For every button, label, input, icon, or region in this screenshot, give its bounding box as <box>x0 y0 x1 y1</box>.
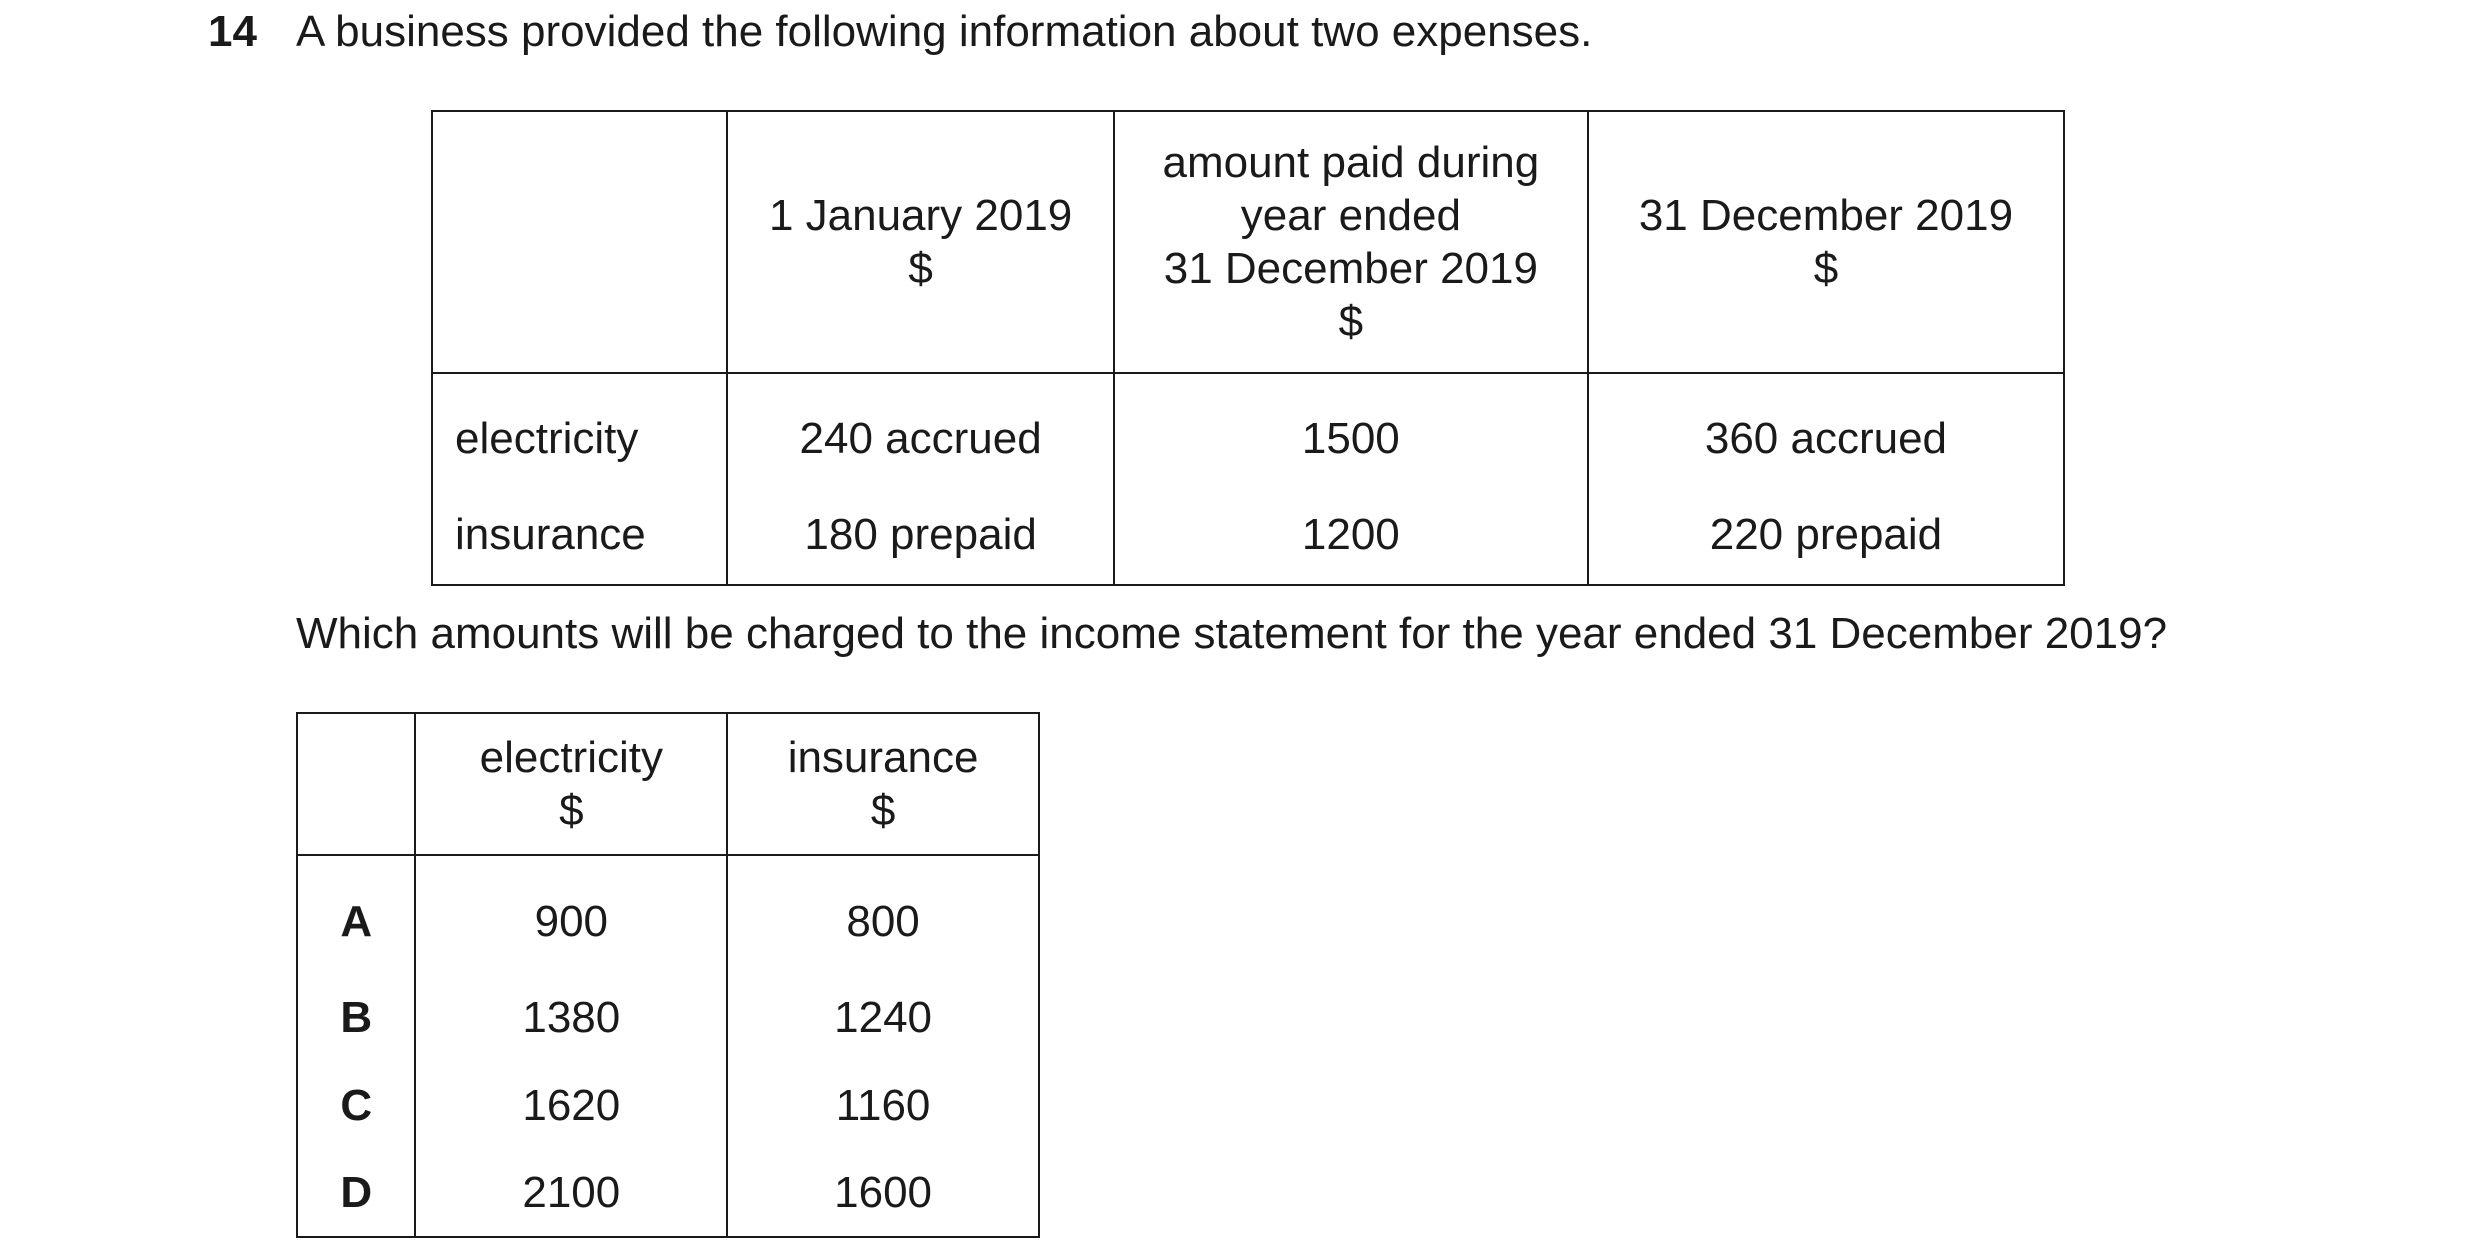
question-prompt: Which amounts will be charged to the income statement for the year ended 31 December 2019? <box>296 609 2168 658</box>
row-label: insurance <box>432 496 727 585</box>
info-row-insurance <box>432 496 2064 585</box>
header-line: $ <box>870 786 896 835</box>
table-cell: 1620 <box>415 1062 727 1150</box>
table-cell: 240 accrued <box>727 373 1113 496</box>
answer-header-insurance <box>727 713 1039 855</box>
info-header-1-january-2019 <box>727 111 1113 373</box>
header-line: $ <box>1338 297 1364 346</box>
table-cell: 1160 <box>727 1062 1039 1150</box>
header-line: insurance <box>787 733 979 782</box>
expense-info-table <box>431 110 2065 586</box>
table-cell: 2100 <box>415 1150 727 1237</box>
answer-option-row-d[interactable] <box>297 1150 1039 1237</box>
table-cell: 1200 <box>1114 496 1588 585</box>
table-cell: 220 prepaid <box>1588 496 2064 585</box>
option-letter: C <box>297 1062 415 1150</box>
header-line: 31 December 2019 <box>1638 191 2014 240</box>
table-cell: 1240 <box>727 974 1039 1062</box>
info-header-blank <box>432 111 727 373</box>
header-line: amount paid during <box>1162 138 1540 187</box>
header-line: $ <box>908 244 933 293</box>
answer-table-header-row <box>297 713 1039 855</box>
header-line: $ <box>1813 244 1839 293</box>
option-letter: B <box>297 974 415 1062</box>
answer-options-table <box>296 712 1040 1238</box>
answer-option-row-c[interactable] <box>297 1062 1039 1150</box>
info-row-electricity <box>432 373 2064 496</box>
answer-header-electricity <box>415 713 727 855</box>
header-line: 1 January 2019 <box>768 191 1073 240</box>
question-stem: A business provided the following information about two expenses. <box>296 7 1593 56</box>
header-line: electricity <box>479 733 663 782</box>
table-cell: 1500 <box>1114 373 1588 496</box>
header-line: 31 December 2019 <box>1163 244 1538 293</box>
answer-option-row-a[interactable] <box>297 855 1039 974</box>
info-table-header-row <box>432 111 2064 373</box>
info-header-amount-paid <box>1114 111 1588 373</box>
option-letter: A <box>297 855 415 974</box>
table-cell: 1600 <box>727 1150 1039 1237</box>
info-header-31-december-2019 <box>1588 111 2064 373</box>
header-line: year ended <box>1240 191 1461 240</box>
answer-header-blank <box>297 713 415 855</box>
answer-option-row-b[interactable] <box>297 974 1039 1062</box>
table-cell: 360 accrued <box>1588 373 2064 496</box>
table-cell: 1380 <box>415 974 727 1062</box>
header-line: $ <box>559 786 584 835</box>
table-cell: 800 <box>727 855 1039 974</box>
option-letter: D <box>297 1150 415 1237</box>
question-number: 14 <box>208 7 257 56</box>
table-cell: 900 <box>415 855 727 974</box>
table-cell: 180 prepaid <box>727 496 1113 585</box>
row-label: electricity <box>432 373 727 496</box>
